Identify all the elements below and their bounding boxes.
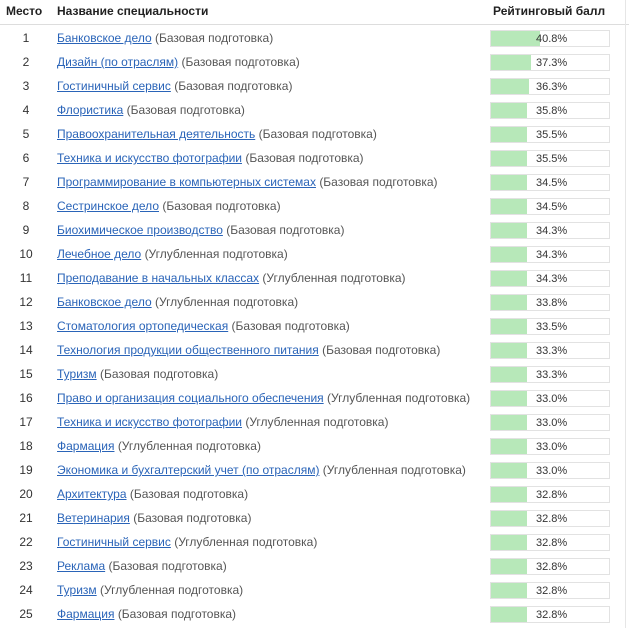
table-row (0, 410, 629, 434)
specialty-link[interactable]: Техника и искусство фотографии (57, 151, 242, 165)
score-value: 32.8% (536, 513, 568, 525)
score-bar-fill (491, 127, 527, 142)
score-bar-fill (491, 55, 531, 70)
score-bar-fill (491, 295, 527, 310)
specialty-cell (57, 271, 406, 285)
score-value: 37.3% (536, 57, 568, 69)
score-value: 35.5% (536, 129, 568, 141)
score-bar-fill (491, 487, 527, 502)
row-place: 22 (19, 535, 33, 549)
row-place: 15 (19, 367, 33, 381)
training-level: (Углубленная подготовка) (322, 463, 466, 477)
score-value: 32.8% (536, 489, 568, 501)
score-bar-fill (491, 247, 527, 262)
row-place: 1 (22, 31, 30, 45)
specialty-link[interactable]: Право и организация социального обеспечения (57, 391, 324, 405)
score-bar-fill (491, 415, 527, 430)
training-level: (Базовая подготовка) (126, 103, 245, 117)
score-bar (490, 318, 610, 335)
column-header-score: Рейтинговый балл (493, 4, 606, 18)
row-place: 5 (22, 127, 30, 141)
score-value: 33.8% (536, 297, 568, 309)
training-level: (Базовая подготовка) (226, 223, 345, 237)
specialty-cell (57, 391, 470, 405)
score-bar (490, 558, 610, 575)
score-bar (490, 198, 610, 215)
specialty-cell (57, 79, 292, 93)
table-row (0, 458, 629, 482)
table-row (0, 170, 629, 194)
specialty-link[interactable]: Сестринское дело (57, 199, 159, 213)
specialty-link[interactable]: Реклама (57, 559, 106, 573)
specialty-link[interactable]: Программирование в компьютерных системах (57, 175, 316, 189)
score-bar (490, 486, 610, 503)
specialty-link[interactable]: Техника и искусство фотографии (57, 415, 242, 429)
training-level: (Базовая подготовка) (100, 367, 219, 381)
score-bar (490, 462, 610, 479)
table-row (0, 146, 629, 170)
score-bar-fill (491, 367, 527, 382)
row-place: 14 (19, 343, 33, 357)
row-place: 6 (22, 151, 30, 165)
score-value: 36.3% (536, 81, 568, 93)
score-value: 34.5% (536, 177, 568, 189)
row-place: 13 (19, 319, 33, 333)
row-place: 7 (22, 175, 30, 189)
training-level: (Базовая подготовка) (319, 175, 438, 189)
column-header-name: Название специальности (57, 4, 209, 18)
specialty-cell (57, 559, 227, 573)
table-row (0, 74, 629, 98)
score-value: 32.8% (536, 537, 568, 549)
specialty-link[interactable]: Банковское дело (57, 31, 152, 45)
specialty-link[interactable]: Правоохранительная деятельность (57, 127, 256, 141)
specialty-link[interactable]: Экономика и бухгалтерский учет (по отраслям) (57, 463, 320, 477)
table-row (0, 338, 629, 362)
table-row (0, 50, 629, 74)
specialty-cell (57, 415, 388, 429)
specialty-cell (57, 55, 300, 69)
specialty-cell (57, 535, 317, 549)
score-bar (490, 54, 610, 71)
score-bar (490, 414, 610, 431)
score-bar-fill (491, 271, 527, 286)
score-bar-fill (491, 223, 527, 238)
training-level: (Базовая подготовка) (133, 511, 252, 525)
training-level: (Базовая подготовка) (129, 487, 249, 501)
row-place: 25 (19, 607, 33, 621)
score-bar (490, 534, 610, 551)
training-level: (Базовая подготовка) (181, 55, 300, 69)
score-bar (490, 246, 610, 263)
score-bar (490, 582, 610, 599)
specialty-link[interactable]: Флористика (57, 103, 124, 117)
table-row (0, 194, 629, 218)
row-place: 23 (19, 559, 33, 573)
score-bar-fill (491, 535, 527, 550)
row-place: 20 (19, 487, 33, 501)
score-value: 40.8% (536, 33, 568, 45)
score-bar (490, 606, 610, 623)
table-row (0, 482, 629, 506)
specialty-link[interactable]: Лечебное дело (57, 247, 142, 261)
row-place: 9 (22, 223, 30, 237)
training-level: (Углубленная подготовка) (100, 583, 244, 597)
specialty-cell (57, 175, 438, 189)
score-bar (490, 102, 610, 119)
score-value: 34.3% (536, 273, 568, 285)
specialty-cell (57, 103, 245, 117)
specialty-link[interactable]: Биохимическое производство (57, 223, 223, 237)
training-level: (Базовая подготовка) (117, 607, 237, 621)
row-place: 10 (19, 247, 33, 261)
score-value: 35.8% (536, 105, 568, 117)
score-bar-fill (491, 583, 527, 598)
specialty-link[interactable]: Фармация (57, 607, 115, 621)
specialty-cell (57, 199, 281, 213)
specialty-cell (57, 127, 377, 141)
score-bar-fill (491, 391, 527, 406)
table-row (0, 218, 629, 242)
score-value: 34.3% (536, 225, 568, 237)
score-bar (490, 174, 610, 191)
table-row (0, 578, 629, 602)
specialty-link[interactable]: Туризм (57, 583, 97, 597)
training-level: (Углубленная подготовка) (262, 271, 406, 285)
table-row (0, 314, 629, 338)
specialty-cell (57, 319, 350, 333)
score-value: 33.3% (536, 369, 568, 381)
table-row (0, 26, 629, 50)
specialty-link[interactable]: Гостиничный сервис (57, 79, 171, 93)
specialty-cell (57, 31, 273, 45)
score-value: 35.5% (536, 153, 568, 165)
specialty-link[interactable]: Гостиничный сервис (57, 535, 171, 549)
specialty-link[interactable]: Туризм (57, 367, 97, 381)
training-level: (Базовая подготовка) (154, 31, 274, 45)
table-row (0, 242, 629, 266)
specialty-link[interactable]: Ветеринария (57, 511, 130, 525)
row-place: 21 (19, 511, 33, 525)
score-bar (490, 30, 610, 47)
score-bar (490, 294, 610, 311)
specialty-link[interactable]: Стоматология ортопедическая (57, 319, 229, 333)
specialty-cell (57, 511, 251, 525)
specialty-cell (57, 223, 344, 237)
column-header-place: Место (6, 4, 43, 18)
training-level: (Углубленная подготовка) (144, 247, 288, 261)
score-value: 32.8% (536, 609, 568, 621)
specialty-cell (57, 295, 298, 309)
score-bar (490, 126, 610, 143)
score-value: 34.3% (536, 249, 568, 261)
specialty-cell (57, 247, 288, 261)
score-value: 33.3% (536, 345, 568, 357)
training-level: (Базовая подготовка) (258, 127, 377, 141)
table-row (0, 554, 629, 578)
score-bar-fill (491, 79, 529, 94)
score-bar-fill (491, 319, 527, 334)
training-level: (Базовая подготовка) (231, 319, 350, 333)
score-bar (490, 270, 610, 287)
score-bar-fill (491, 439, 527, 454)
row-place: 24 (19, 583, 33, 597)
specialty-link[interactable]: Архитектура (57, 487, 127, 501)
training-level: (Базовая подготовка) (108, 559, 227, 573)
score-bar (490, 342, 610, 359)
row-place: 4 (22, 103, 30, 117)
training-level: (Углубленная подготовка) (327, 391, 471, 405)
score-bar-fill (491, 511, 527, 526)
training-level: (Углубленная подготовка) (154, 295, 299, 309)
score-value: 33.0% (536, 417, 568, 429)
training-level: (Углубленная подготовка) (117, 439, 261, 453)
table-row (0, 362, 629, 386)
score-value: 33.0% (536, 393, 568, 405)
specialty-cell (57, 463, 466, 477)
specialty-cell (57, 583, 243, 597)
row-place: 11 (19, 271, 33, 285)
score-value: 33.0% (536, 441, 568, 453)
score-bar (490, 78, 610, 95)
training-level: (Углубленная подготовка) (245, 415, 389, 429)
table-row (0, 506, 629, 530)
table-row (0, 122, 629, 146)
specialty-link[interactable]: Преподавание в начальных классах (57, 271, 260, 285)
table-row (0, 290, 629, 314)
score-bar-fill (491, 199, 527, 214)
specialty-cell (57, 487, 248, 501)
table-row (0, 98, 629, 122)
score-value: 33.5% (536, 321, 568, 333)
training-level: (Базовая подготовка) (162, 199, 281, 213)
score-bar (490, 366, 610, 383)
table-header (0, 0, 629, 25)
score-bar-fill (491, 559, 527, 574)
specialty-cell (57, 367, 218, 381)
training-level: (Углубленная подготовка) (174, 535, 318, 549)
table-row (0, 530, 629, 554)
specialty-link[interactable]: Фармация (57, 439, 115, 453)
specialty-link[interactable]: Дизайн (по отраслям) (57, 55, 179, 69)
score-value: 32.8% (536, 585, 568, 597)
score-bar (490, 150, 610, 167)
row-place: 16 (19, 391, 33, 405)
row-place: 3 (22, 79, 30, 93)
score-bar-fill (491, 343, 527, 358)
score-bar-fill (491, 31, 540, 46)
score-bar-fill (491, 175, 527, 190)
score-value: 33.0% (536, 465, 568, 477)
specialty-cell (57, 151, 364, 165)
row-place: 2 (22, 55, 30, 69)
training-level: (Базовая подготовка) (322, 343, 441, 357)
row-place: 12 (19, 295, 33, 309)
score-bar-fill (491, 607, 527, 622)
specialty-cell (57, 439, 261, 453)
specialty-link[interactable]: Банковское дело (57, 295, 152, 309)
rating-table-body (0, 26, 629, 626)
score-value: 34.5% (536, 201, 568, 213)
score-bar (490, 510, 610, 527)
table-row (0, 386, 629, 410)
table-row (0, 434, 629, 458)
row-place: 19 (19, 463, 33, 477)
row-place: 8 (22, 199, 30, 213)
score-bar-fill (491, 463, 527, 478)
score-bar (490, 390, 610, 407)
training-level: (Базовая подготовка) (245, 151, 364, 165)
score-value: 32.8% (536, 561, 568, 573)
score-bar-fill (491, 151, 527, 166)
table-row (0, 266, 629, 290)
score-bar-fill (491, 103, 527, 118)
specialty-cell (57, 607, 236, 621)
specialty-link[interactable]: Технология продукции общественного питания (57, 343, 319, 357)
score-bar (490, 222, 610, 239)
specialty-cell (57, 343, 440, 357)
row-place: 17 (19, 415, 33, 429)
training-level: (Базовая подготовка) (174, 79, 293, 93)
score-bar (490, 438, 610, 455)
row-place: 18 (19, 439, 33, 453)
table-row (0, 602, 629, 626)
